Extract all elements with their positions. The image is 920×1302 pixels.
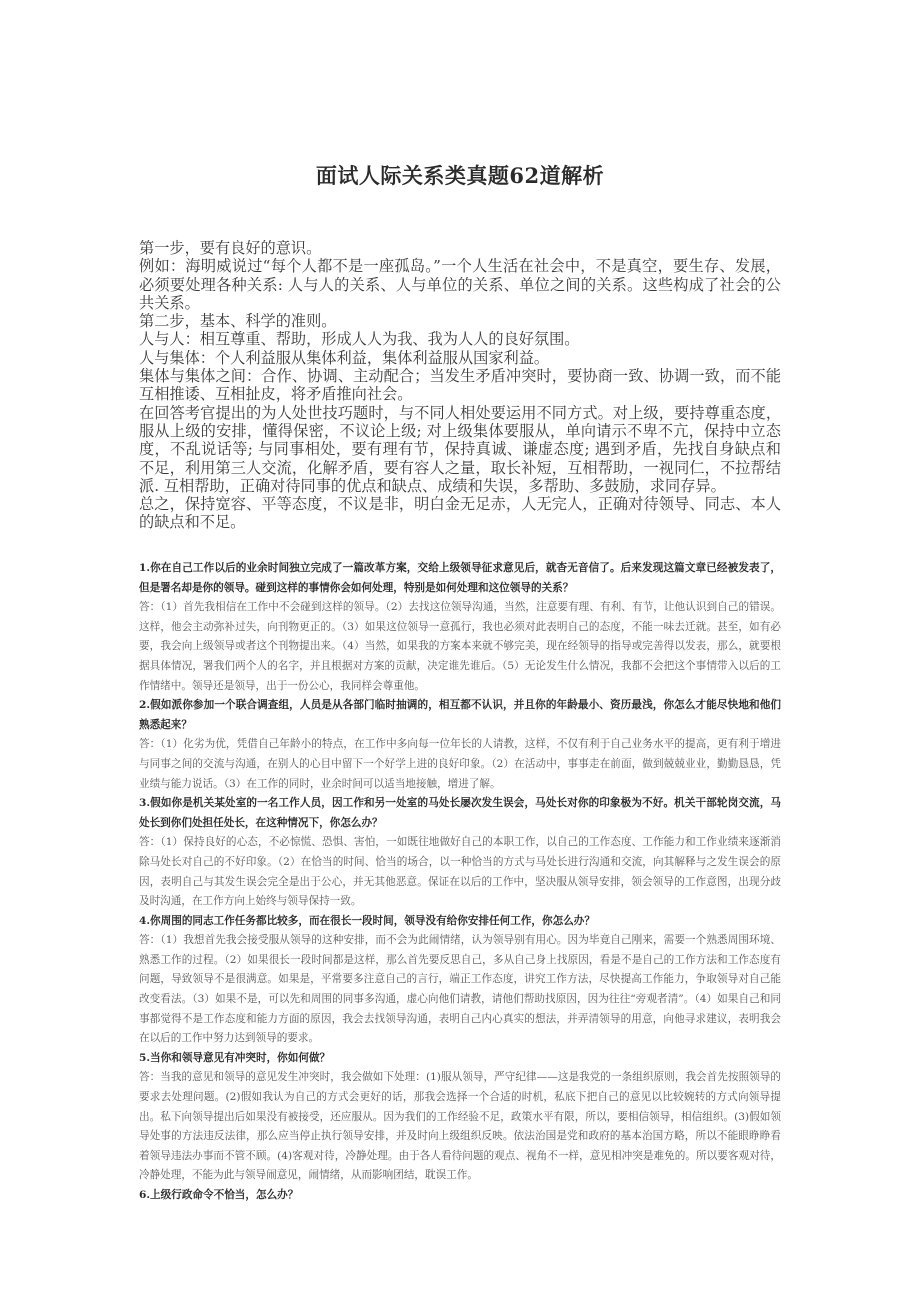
intro-paragraph: 例如：海明威说过“每个人都不是一座孤岛。”一个人生活在社会中，不是真空，要生存、发展，必须要处理各种关系: 人与人的关系、人与单位的关系、单位之间的关系。这些构成了社会的公共关系。: [139, 257, 781, 312]
question-6: 6.上级行政命令不恰当，怎么办？: [139, 1189, 299, 1201]
intro-paragraph: 人与集体：个人利益服从集体利益，集体利益服从国家利益。: [139, 348, 550, 367]
question-1: 1.你在自己工作以后的业余时间独立完成了一篇改革方案，交给上级领导征求意见后，就杳无音信了。后来发现这篇文章已经被发表了，但是署名却是你的领导。碰到这样的事情你会如何处理，特别是如何处理和这位领导的关系？: [139, 562, 781, 594]
question-4: 4.你周围的同志工作任务都比较多，而在很长一段时间，领导没有给你安排任何工作，你怎么办？: [139, 914, 595, 927]
question-5: 5.当你和领导意见有冲突时，你如何做？: [139, 1051, 331, 1064]
intro-section: [139, 239, 781, 532]
question-2: 2.假如派你参加一个联合调查组，人员是从各部门临时抽调的，相互都不认识，并且你的年龄最小、资历最浅，你怎么才能尽快地和他们熟悉起来？: [139, 699, 781, 731]
document-title: 面试人际关系类真题62道解析: [315, 163, 605, 188]
answer-5: 答：当我的意见和领导的意见发生冲突时，我会做如下处理：(1)服从领导，严守纪律——这是我党的一条组织原则，我会首先按照领导的要求去处理问题。(2)假如我认为自己的方式会更好的话，那我会选择一个合适的时机，私底下把自己的意见以比较婉转的方式向领导提出。私下向领导提出后如果没有被接受，还应服从。因为我们的工作经验不足，政策水平有限，所以，要相信领导，相信组织。(3)假如领导处事的方法违反法律，那么应当停止执行领导安排，并及时向上级组织反映。依法治国是党和政府的基本治国方略，所以不能眼睁睁看着领导违法办事而不管不顾。(4)客观对待，冷静处理。由于各人看待问题的观点、视角不一样，意见相冲突是难免的。所以要客观对待，冷静处理，不能为此与领导闹意见，闹情绪，从而影响团结，耽误工作。: [139, 1071, 781, 1182]
intro-paragraph: 第一步，要有良好的意识。: [139, 239, 322, 257]
answer-2: 答：（1）化劣为优，凭借自己年龄小的特点，在工作中多向每一位年长的人请教，这样，不仅有利于自己业务水平的提高，更有利于增进与同事之间的交流与沟通，在别人的心目中留下一个好学上进的良好印象。（2）在活动中，事事走在前面，做到兢兢业业，勤勤恳恳，凭业绩与能力说话。（3）在工作的同时，业余时间可以适当地接触，增进了解。: [139, 738, 781, 790]
intro-paragraph: 总之，保持宽容、平等态度，不议是非，明白金无足赤，人无完人，正确对待领导、同志、本人的缺点和不足。: [139, 495, 781, 532]
qa-section: [139, 559, 781, 1206]
intro-paragraph: 第二步，基本、科学的准则。: [139, 312, 337, 331]
intro-paragraph: 人与人：相互尊重、帮助，形成人人为我、我为人人的良好氛围。: [139, 330, 580, 349]
question-3: 3.假如你是机关某处室的一名工作人员，因工作和另一处室的马处长屡次发生误会，马处长对你的印象极为不好。机关干部轮岗交流，马处长到你们处担任处长，在这种情况下，你怎么办？: [139, 797, 781, 829]
answer-4: 答：（1）我想首先我会接受服从领导的这种安排，而不会为此闹情绪，认为领导别有用心。因为毕竟自己刚来，需要一个熟悉周围环境、熟悉工作的过程。（2）如果很长一段时间都是这样，那么首先要反思自己，多从自己身上找原因，看是不是自己的工作方法和工作态度有问题，导致领导不是很满意。如果是，平常要多注意自己的言行，端正工作态度，讲究工作方法，尽快提高工作能力，争取领导对自己能改变看法。（3）如果不是，可以先和周围的同事多沟通，虚心向他们请教，请他们帮助找原因，因为往往“旁观者清”。（4）如果自己和同事都觉得不是工作态度和能力方面的原因，我会去找领导沟通，表明自己内心真实的想法，并弄清领导的用意，向他寻求建议，表明我会在以后的工作中努力达到领导的要求。: [139, 934, 781, 1045]
intro-paragraph: 在回答考官提出的为人处世技巧题时，与不同人相处要运用不同方式。对上级，要持尊重态度，服从上级的安排，懂得保密，不议论上级; 对上级集体要服从，单向请示不卑不亢，保持中立态度，不乱说话等; 与同事相处，要有理有节，保持真诚、谦虚态度; 遇到矛盾，先找自身缺点和不足，利用第三人交流，化解矛盾，要有容人之量，取长补短，互相帮助，一视同仁，不拉帮结派. 互相帮助，正确对待同事的优点和缺点、成绩和失误，多帮助、多鼓励，求同存异。: [139, 403, 781, 495]
answer-3: 答：（1）保持良好的心态，不必惊慌、恐惧、害怕，一如既往地做好自己的本职工作，以自己的工作态度、工作能力和工作业绩来逐渐消除马处长对自己的不好印象。（2）在恰当的时间、恰当的场合，以一种恰当的方式与马处长进行沟通和交流，向其解释与之发生误会的原因，表明自己与其发生误会完全是出于公心，并无其他恶意。保证在以后的工作中，坚决服从领导安排，领会领导的工作意图，出现分歧及时沟通，在工作方向上始终与领导保持一致。: [139, 836, 781, 908]
answer-1: 答：（1）首先我相信在工作中不会碰到这样的领导。（2）去找这位领导沟通，当然，注意要有理、有利、有节，让他认识到自己的错误。这样，他会主动弥补过失，向刊物更正的。（3）如果这位领导一意孤行，我也必须对此表明自己的态度，不能一味去迁就。甚至，如有必要，我会向上级领导或者这个刊物提出来。（4）当然，如果我的方案本来就不够完美，现在经领导的指导或完善得以发表，那么，就要根据具体情况，署我们两个人的名字，并且根据对方案的贡献，决定谁先谁后。（5）无论发生什么情况，我都不会把这个事情带入以后的工作情绪中。领导还是领导，出于一份公心，我同样会尊重他。: [139, 601, 781, 692]
intro-paragraph: 集体与集体之间：合作、协调、主动配合；当发生矛盾冲突时，要协商一致、协调一致，而不能互相推诿、互相扯皮，将矛盾推向社会。: [139, 367, 781, 404]
